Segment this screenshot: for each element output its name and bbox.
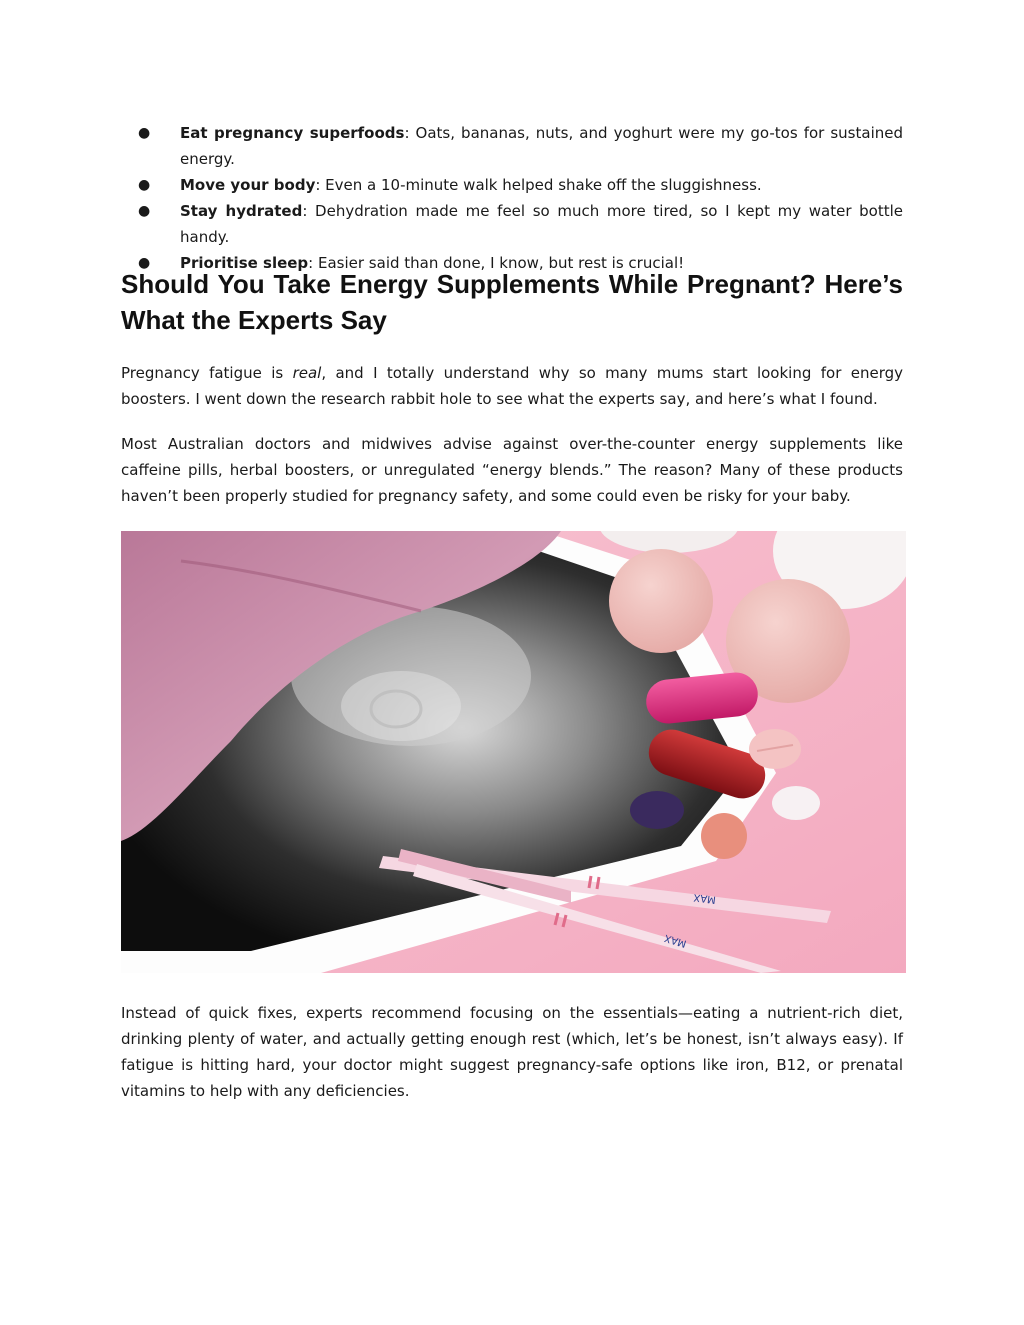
purple-pill <box>630 791 684 829</box>
list-item <box>121 198 903 250</box>
list-item-title: Stay hydrated <box>180 202 303 220</box>
list-item-text: : Easier said than done, I know, but rest is crucial! <box>308 254 685 272</box>
list-item <box>121 120 903 172</box>
paragraph-text: Pregnancy fatigue is <box>121 364 293 382</box>
ultrasound-pills-photo <box>121 531 906 973</box>
list-item-title: Move your body <box>180 176 316 194</box>
section-heading: Should You Take Energy Supplements While Pregnant? Here’s What the Experts Say <box>121 269 903 335</box>
paragraph-recommendation: Instead of quick fixes, experts recommend focusing on the essentials—eating a nutrient-rich diet, drinking plenty of water, and actually getting enough rest (which, let’s be honest, isn’t always easy). If fatigue is hitting hard, your doctor might suggest pregnancy-safe options like iron, B12, or prenatal vitamins to help with any deficiencies. <box>121 1004 903 1100</box>
scan-highlight <box>341 671 461 741</box>
list-item-title: Prioritise sleep <box>180 254 309 272</box>
test-line <box>597 877 599 889</box>
list-item <box>121 172 903 198</box>
emphasis-text: real <box>292 364 322 382</box>
bullet-icon: ● <box>138 203 151 219</box>
paragraph-text: , and I totally understand why so many mums start looking for energy boosters. I went down the research rabbit hole to see what the experts say, and here’s what I found. <box>121 364 903 408</box>
bullet-icon: ● <box>138 177 151 193</box>
test-line <box>589 876 591 888</box>
paragraph-advice: Most Australian doctors and midwives advise against over-the-counter energy supplements like caffeine pills, herbal boosters, or unregulated “energy blends.” The reason? Many of these products haven’t been properly studied for pregnancy safety, and some could even be risky for your baby. <box>121 435 903 505</box>
tablet-large <box>609 549 713 653</box>
tips-list <box>121 120 903 276</box>
list-item-title: Eat pregnancy superfoods <box>180 124 405 142</box>
test-strip-label: MAX <box>692 891 717 905</box>
test-strip-label: MAX <box>663 931 688 949</box>
list-item-text: : Oats, bananas, nuts, and yoghurt were my go-tos for sustained energy. <box>180 124 903 168</box>
list-item-text: : Even a 10-minute walk helped shake off the sluggishness. <box>315 176 762 194</box>
list-item-text: : Dehydration made me feel so much more tired, so I kept my water bottle handy. <box>180 202 903 246</box>
orange-tablet <box>701 813 747 859</box>
bullet-icon: ● <box>138 255 151 271</box>
paragraph-intro <box>121 360 903 412</box>
white-tablet <box>772 786 820 820</box>
bullet-icon: ● <box>138 125 151 141</box>
